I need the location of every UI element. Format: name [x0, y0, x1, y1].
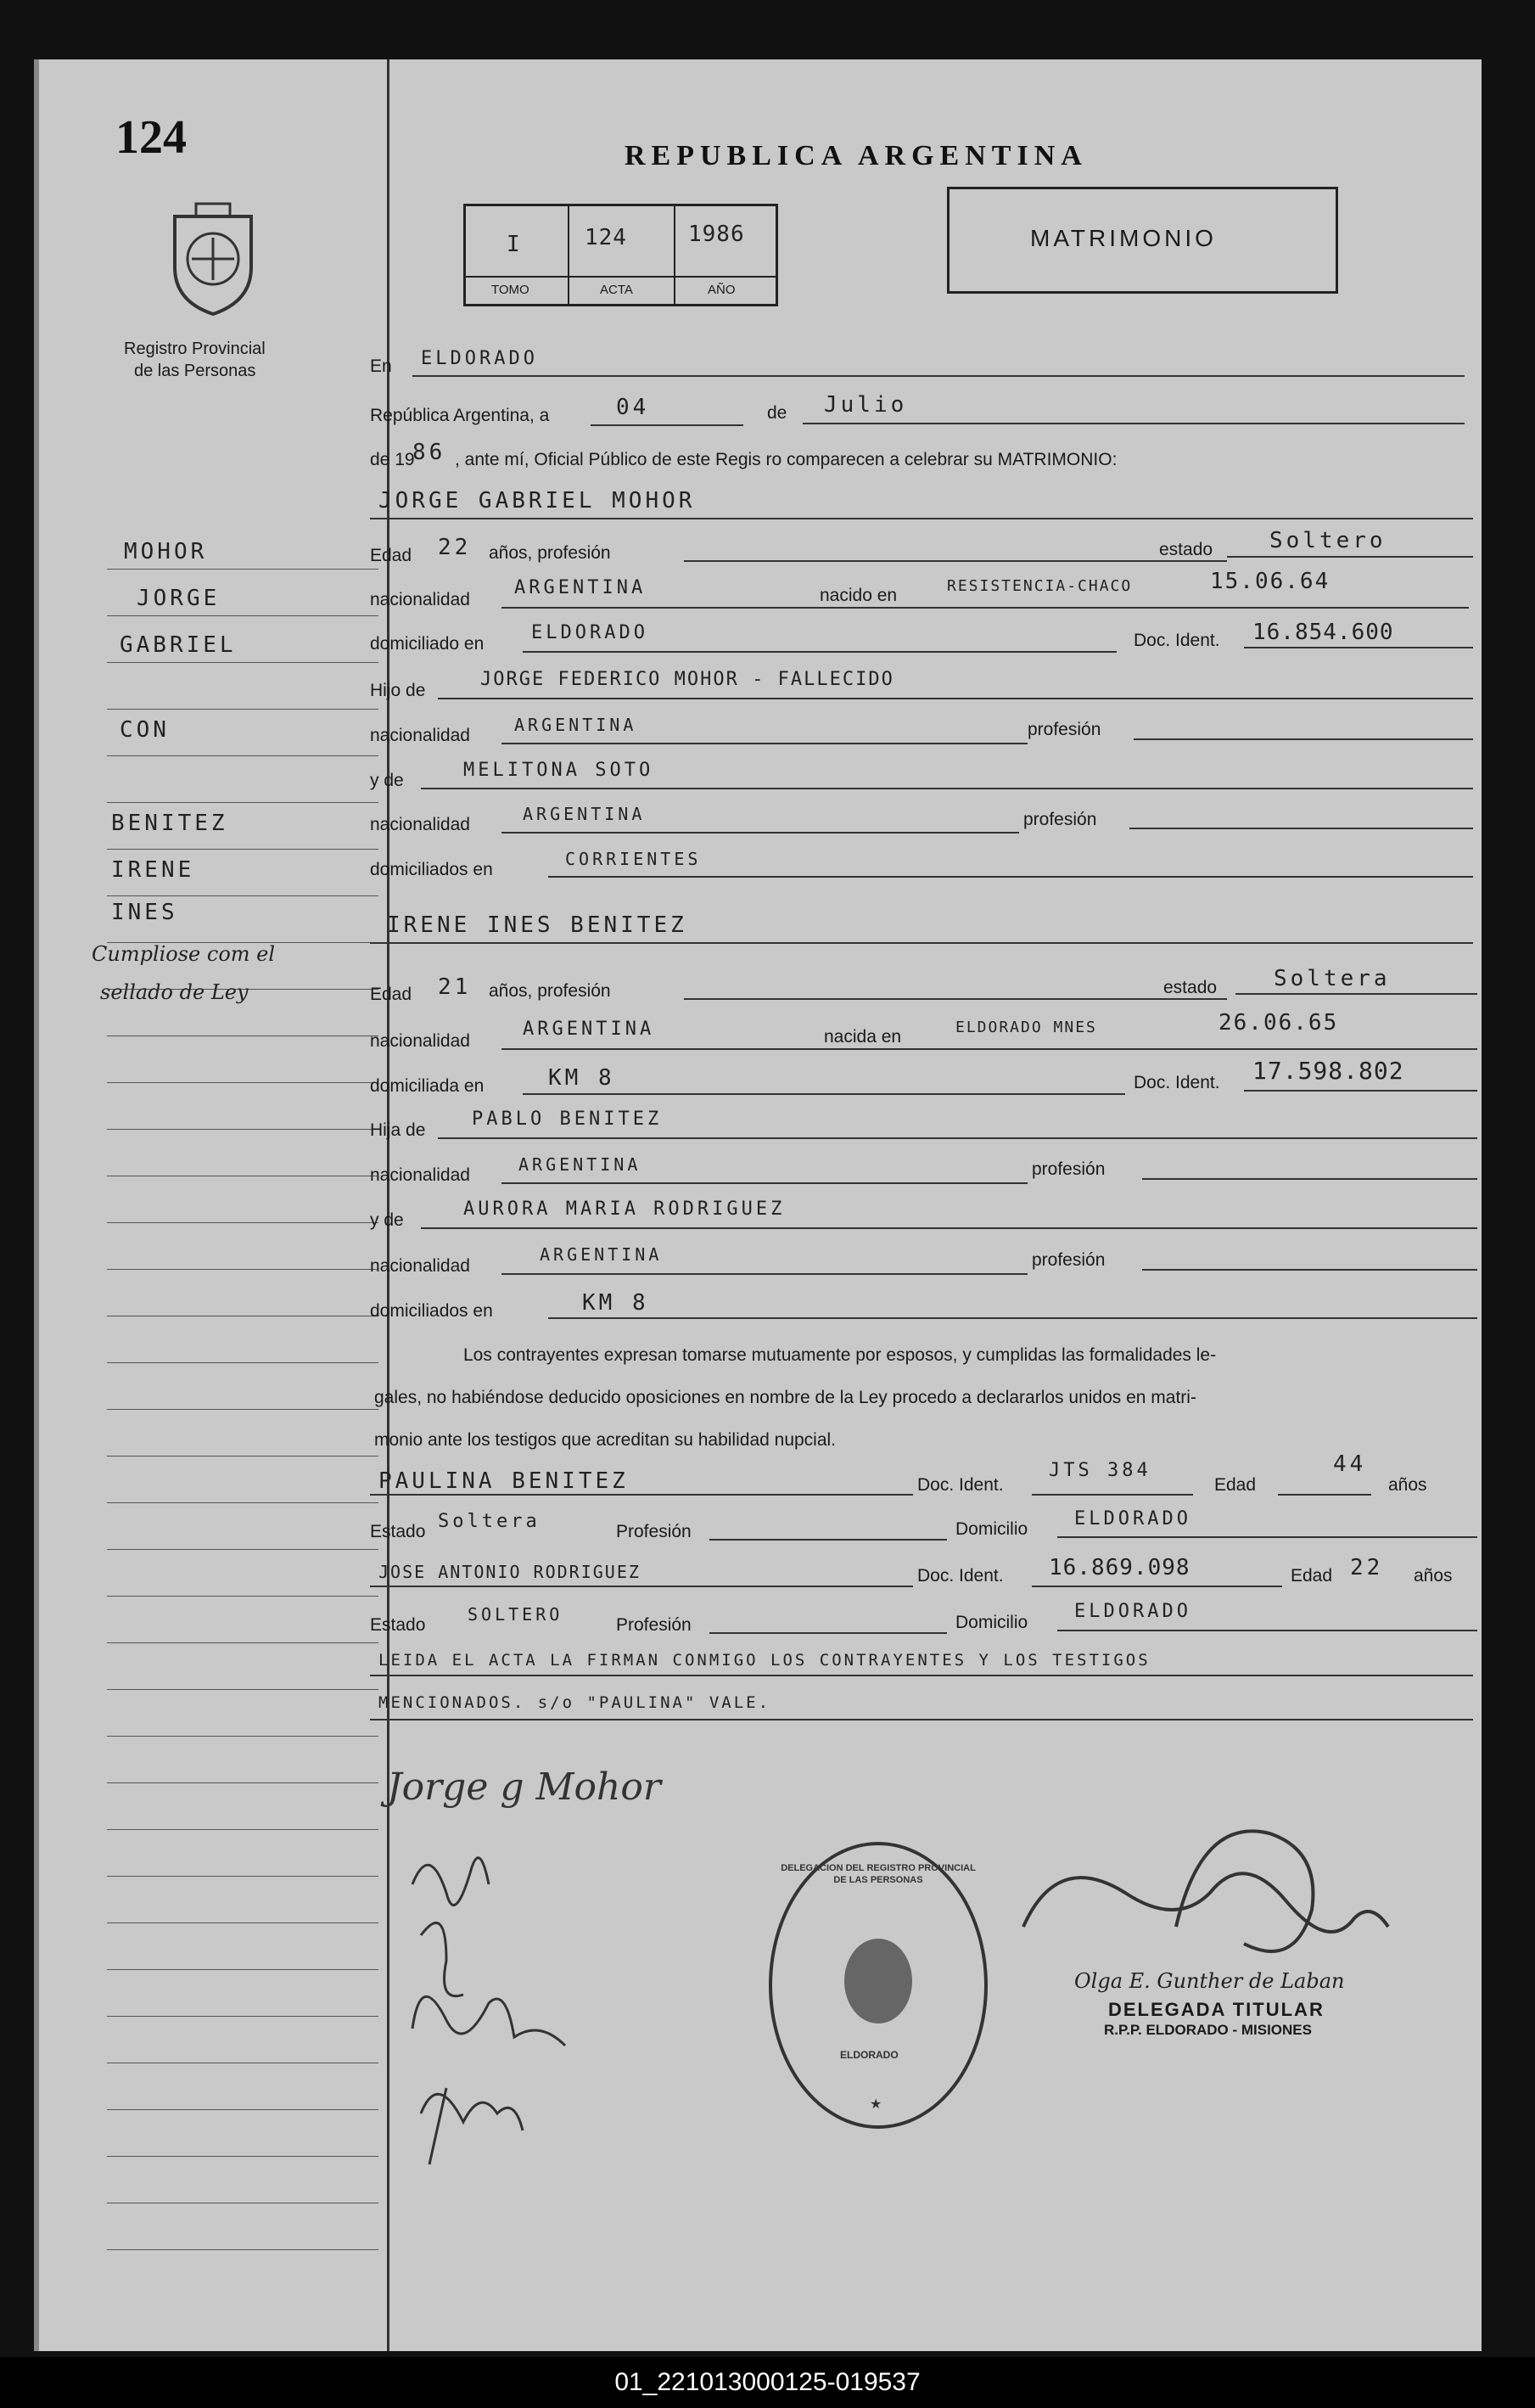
groom-madre-nac-label: nacionalidad — [370, 815, 470, 834]
margin-divider — [387, 59, 389, 2351]
groom-nac: ARGENTINA — [514, 577, 647, 598]
bride-padres-dom-label: domiciliados en — [370, 1301, 493, 1321]
witness2-dom: ELDORADO — [1074, 1601, 1191, 1622]
groom-padres-dom: CORRIENTES — [565, 849, 702, 869]
declaration-line: monio ante los testigos que acreditan su habilidad nupcial. — [374, 1430, 837, 1450]
record-box — [463, 204, 778, 306]
year-suffix: 86 — [412, 440, 446, 465]
witness1-edad: 44 — [1333, 1451, 1367, 1477]
bride-padre: PABLO BENITEZ — [472, 1109, 663, 1130]
bride-dom: KM 8 — [548, 1065, 615, 1091]
bride-name: IRENE INES BENITEZ — [387, 912, 687, 938]
witness2-estado: SOLTERO — [468, 1604, 563, 1625]
witness1-prof-label: Profesión — [616, 1522, 692, 1541]
closing-line: MENCIONADOS. s/o "PAULINA" VALE. — [378, 1693, 771, 1712]
groom-estado-label: estado — [1159, 540, 1213, 559]
bride-estado-label: estado — [1163, 978, 1218, 997]
bride-signature — [395, 1833, 599, 2173]
type-label: MATRIMONIO — [1030, 225, 1217, 251]
groom-nac-label: nacionalidad — [370, 590, 470, 609]
groom-edad: 22 — [438, 535, 472, 560]
witness2-name: JOSE ANTONIO RODRIGUEZ — [378, 1562, 641, 1582]
page-number: 124 — [115, 111, 187, 164]
bride-edad: 21 — [438, 974, 472, 1000]
bride-padres-dom: KM 8 — [582, 1290, 649, 1316]
stamp-outer-text: DELEGACION DEL REGISTRO PROVINCIAL DE LAS PERSONAS — [781, 1863, 976, 1885]
bride-hija-label: Hija de — [370, 1120, 426, 1140]
coat-of-arms-icon — [166, 199, 260, 318]
closing-line: LEIDA EL ACTA LA FIRMAN CONMIGO LOS CONTRAYENTES Y LOS TESTIGOS — [378, 1651, 1151, 1670]
bride-nacida-label: nacida en — [824, 1027, 902, 1047]
year-prefix: de 19 — [370, 450, 415, 469]
groom-edad-label: Edad — [370, 546, 412, 565]
bride-estado: Soltera — [1274, 966, 1391, 991]
document-title: REPUBLICA ARGENTINA — [625, 140, 1088, 171]
groom-hijo-label: Hijo de — [370, 681, 426, 700]
registry-line2: de las Personas — [134, 362, 256, 380]
bride-nac: ARGENTINA — [523, 1019, 655, 1040]
groom-fecha: 15.06.64 — [1210, 569, 1331, 594]
de-label: de — [767, 403, 787, 423]
witness2-prof-label: Profesión — [616, 1615, 692, 1635]
bride-madre-nac-label: nacionalidad — [370, 1256, 470, 1276]
witness2-edad: 22 — [1350, 1555, 1384, 1580]
tomo-label: TOMO — [491, 283, 529, 297]
witness2-estado-label: Estado — [370, 1615, 426, 1635]
groom-padre-prof-label: profesión — [1028, 720, 1101, 739]
margin-note: MOHOR — [124, 539, 208, 564]
margin-note: INES — [111, 900, 178, 925]
type-box — [947, 187, 1338, 294]
groom-anos-label: años, profesión — [489, 543, 611, 563]
stamp-portrait-icon — [844, 1939, 912, 2024]
intro-text: , ante mí, Oficial Público de este Regis ro comparecen a celebrar su MATRIMONIO: — [455, 450, 1118, 469]
bride-doc: 17.598.802 — [1252, 1057, 1404, 1085]
witness1-dom-label: Domicilio — [955, 1519, 1028, 1539]
declaration-line: Los contrayentes expresan tomarse mutuamente por esposos, y cumplidas las formalidades le- — [463, 1345, 1217, 1365]
groom-nacido-en: RESISTENCIA-CHACO — [947, 577, 1133, 595]
bride-madre: AURORA MARIA RODRIGUEZ — [463, 1198, 786, 1220]
bride-fecha: 26.06.65 — [1218, 1010, 1339, 1036]
witness1-edad-label: Edad — [1214, 1475, 1257, 1495]
groom-y-de-label: y de — [370, 771, 404, 790]
groom-name: JORGE GABRIEL MOHOR — [378, 488, 696, 514]
bride-madre-prof-label: profesión — [1032, 1250, 1106, 1270]
witness1-estado: Soltera — [438, 1511, 541, 1532]
ano-value: 1986 — [688, 222, 745, 247]
stamp-inner-text: ELDORADO — [840, 2049, 899, 2061]
margin-note: JORGE — [137, 586, 221, 611]
witness1-estado-label: Estado — [370, 1522, 426, 1541]
witness2-edad-label: Edad — [1291, 1566, 1333, 1586]
registry-line1: Registro Provincial — [124, 340, 266, 358]
tomo-value: I — [507, 232, 524, 257]
official-role: DELEGADA TITULAR — [1108, 1999, 1325, 2020]
bride-anos-label: años, profesión — [489, 981, 611, 1001]
acta-value: 124 — [585, 225, 627, 250]
groom-padre: JORGE FEDERICO MOHOR - FALLECIDO — [480, 669, 894, 690]
official-stamp — [769, 1842, 988, 2129]
margin-note: sellado de Ley — [100, 980, 249, 1004]
register-page — [34, 59, 1482, 2351]
margin-note: IRENE — [111, 857, 195, 883]
bride-nac-label: nacionalidad — [370, 1031, 470, 1051]
groom-dom: ELDORADO — [531, 622, 648, 643]
bride-dom-label: domiciliada en — [370, 1076, 485, 1096]
groom-signature: Jorge g Mohor — [387, 1765, 661, 1809]
month-value: Julio — [824, 392, 908, 418]
margin-note: Cumpliose com el — [92, 942, 276, 966]
witness1-anos-label: años — [1388, 1475, 1427, 1495]
witness1-name: PAULINA BENITEZ — [378, 1468, 629, 1494]
ano-label: AÑO — [708, 283, 736, 297]
groom-doc-label: Doc. Ident. — [1134, 631, 1220, 650]
witness1-doc: JTS 384 — [1049, 1460, 1151, 1481]
witness1-doc-label: Doc. Ident. — [917, 1475, 1004, 1495]
groom-madre-nac: ARGENTINA — [523, 804, 646, 824]
groom-padres-dom-label: domiciliados en — [370, 860, 493, 879]
bride-nacida-en: ELDORADO MNES — [955, 1019, 1097, 1036]
bride-padre-prof-label: profesión — [1032, 1159, 1106, 1179]
bride-padre-nac-label: nacionalidad — [370, 1165, 470, 1185]
republica-label: República Argentina, a — [370, 406, 550, 425]
official-name: Olga E. Gunther de Laban — [1074, 1969, 1345, 1993]
bride-padre-nac: ARGENTINA — [518, 1154, 641, 1175]
margin-note: GABRIEL — [120, 632, 237, 658]
groom-estado: Soltero — [1269, 528, 1387, 553]
bride-madre-nac: ARGENTINA — [540, 1244, 663, 1265]
bride-y-de-label: y de — [370, 1210, 404, 1230]
witness2-doc: 16.869.098 — [1049, 1555, 1190, 1580]
acta-label: ACTA — [600, 283, 633, 297]
groom-doc: 16.854.600 — [1252, 620, 1394, 645]
witness2-dom-label: Domicilio — [955, 1613, 1028, 1632]
footer-id: 01_221013000125-019537 — [0, 2357, 1535, 2408]
groom-dom-label: domiciliado en — [370, 634, 485, 654]
groom-madre-prof-label: profesión — [1023, 810, 1097, 829]
star-icon: ★ — [870, 2097, 882, 2112]
groom-madre: MELITONA SOTO — [463, 760, 654, 781]
day-value: 04 — [616, 395, 650, 420]
witness1-dom: ELDORADO — [1074, 1508, 1191, 1530]
groom-padre-nac: ARGENTINA — [514, 715, 637, 735]
groom-padre-nac-label: nacionalidad — [370, 726, 470, 745]
declaration-line: gales, no habiéndose deducido oposiciones en nombre de la Ley procedo a declararlos unidos en matri- — [374, 1388, 1196, 1407]
bride-edad-label: Edad — [370, 985, 412, 1004]
place-value: ELDORADO — [421, 348, 538, 369]
witness2-doc-label: Doc. Ident. — [917, 1566, 1004, 1586]
groom-nacido-label: nacido en — [820, 586, 898, 605]
margin-note: BENITEZ — [111, 811, 228, 836]
official-office: R.P.P. ELDORADO - MISIONES — [1104, 2022, 1312, 2038]
en-label: En — [370, 356, 392, 376]
bride-doc-label: Doc. Ident. — [1134, 1073, 1220, 1092]
margin-note: CON — [120, 717, 170, 743]
witness2-anos-label: años — [1414, 1566, 1453, 1586]
